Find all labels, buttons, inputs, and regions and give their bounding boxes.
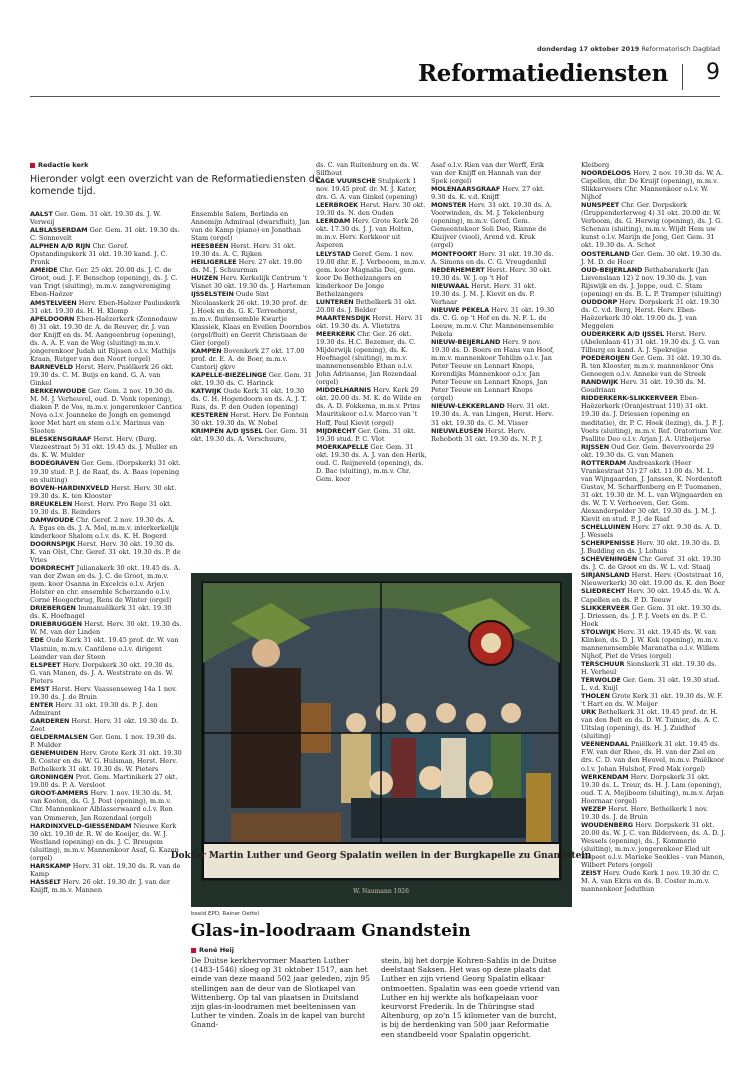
service-listing [30, 701, 182, 717]
window-caption-line: Doktor Martin Luther und Georg Spalatin weilen in der Burgkapelle zu Gnandstein [170, 851, 592, 861]
service-details: ds. C. van Ruitenburg en ds. W. Silfhout [316, 161, 420, 178]
service-details: Herst. Herv. (Ooststraat 16, Nieuwerkerk) 30 okt. 19.00 ds. K. den Boer [581, 571, 725, 588]
place-name: NIEUWE PEKELA [431, 305, 490, 314]
service-details: Asaf o.l.v. Rien van der Werff, Erik van der Knijff en Hannah van der Spek (orgel) [431, 161, 544, 186]
service-listing [30, 733, 182, 749]
place-name: MIDDELHARNIS [316, 386, 372, 395]
service-listing [431, 185, 555, 201]
service-listing [431, 282, 555, 306]
service-listing [431, 402, 555, 426]
service-listing [316, 314, 428, 330]
service-details: Herv. 2 nov. 19.30 ds. W. A. Capellen, dhr. De Kruijf (opening), m.m.v. Slikkerveers Chr. Mannenkoor o.l.v. W. Nijhof [581, 169, 723, 202]
service-details: Andreaskerk (Heer Vrankestraat 51) 27 okt. 11.00 ds. M. L. van Wijngaarden, J. Janssen, K. Nordentoft Gustav, M. Scharffenberg en P. Tuomanen, 31 okt. 19.30 dr. M. L. van Wijngaarden en ds. W. T. V. Verhoeven, Ger. Gem. Alexanderpolder 30 okt. 19.30 ds. J. M. J. Kievit en stud. P. J. de Raaf [581, 458, 723, 524]
place-name: OOSTERLAND [581, 249, 630, 258]
service-listing [30, 749, 182, 773]
service-listing [30, 878, 182, 894]
service-details: Herv. 31 okt. 19.30 ds. P. J. den Admirant [30, 700, 158, 717]
service-listing [316, 177, 428, 201]
service-details: Ger. Gem. 31 okt. 19.30 stud. L. v.d. Kuijl [581, 676, 720, 693]
service-details: Oude Kerk 31 okt. 19.45 prof. dr. W. van Vlastuin, m.m.v. Cantilene o.l.v. dirigent Leander van der Steen [30, 636, 179, 661]
service-details: Herv. Dorpskerk 31 okt. 19.30 ds. L. Treur, ds. H. J. Lam (opening), oud. T. A. Mejiboom (sluiting), m.m.v. Arjan Hoornaar (orgel) [581, 772, 724, 805]
service-details: Herv. 9 nov. 19.30 ds. D. Boers en Hans van Hoof, m.m.v. mannenkoor Tehilim o.l.v. Jan Peter Teeuw en Lennart Knops, Korendijks Mannenkoor o.l.v. Jan Peter Teeuw en Lennart Knops, Jan Peter Teeuw en Lennart Knops (orgel) [431, 338, 555, 403]
service-listing [191, 258, 312, 274]
service-details: Herv. 27 okt. 9.30 ds. A. D. J. Wessels [581, 523, 722, 540]
article-column-1: De Duitse kerkhervormer Maarten Luther (1483-1546) sloeg op 31 oktober 1517, aan het einde van deze maand 502 jaar geleden, zijn 95 stellingen aan de deur van de Slotkapel van Wittenberg. Op tal van plaatsen in Duitsland zijn glas-in-loodramen met beeltenissen van Luther te vinden. Zoals in de kapel van burcht Gnand- [191, 956, 370, 1030]
service-listing [30, 636, 182, 660]
service-listing [581, 773, 726, 805]
place-name: GARDEREN [30, 716, 70, 725]
place-name: HEILIGERLEE [191, 258, 237, 267]
service-listing [581, 869, 726, 893]
service-listing [581, 298, 726, 330]
place-name: BODEGRAVEN [30, 459, 80, 468]
place-name: DAMWOUDE [30, 515, 74, 524]
place-name: SCHERPENISSE [581, 539, 635, 548]
service-details: Herv. 31 okt. 19.45 ds. W. van Klinken, ds. D. J. W. Kok (opening), m.m.v. mannenensemble Maranatha o.l.v. Willem Nijhof, Piet de Vries (orgel) [581, 627, 720, 660]
service-details: Oud Ger. Gem. Bevervoorde 29 okt. 19.30 ds. G. van Manen [581, 442, 715, 459]
service-listing [30, 822, 182, 862]
service-details: Herst. Herv. 30 okt. 19.30 ds. W. J. op 't Hof [431, 265, 552, 282]
service-listing [581, 628, 726, 660]
service-listing [581, 378, 726, 394]
service-details: Herst. Herv. 31 okt. 19.30 ds. A. Vlietstra [316, 313, 424, 330]
place-name: LUNTEREN [316, 297, 354, 306]
service-listing [30, 299, 182, 315]
service-details: Herst. Herv. Vaassenseweg 14a 1 nov. 19.30 ds. J. de Bruin [30, 684, 177, 701]
place-name: APELDOORN [30, 314, 75, 323]
service-details: Herv. Kerk 29 okt. 20.00 ds. M. K. de Wilde en ds. A. D. Fokkema, m.m.v. Prins Mauritskoor o.l.v. Marco van 't Hoff, Paul Kievit (orgel) [316, 386, 422, 427]
place-name: GRONINGEN [30, 773, 74, 782]
service-details: Herst. Herv. 30 okt. 19.30 ds. W. M. van der Linden [30, 620, 182, 637]
service-details: Ger. Gem. 31 okt. 19.30 ds. J. W. Verweij [30, 210, 161, 227]
service-details: Herv. 31 okt. 19.30 ds. M. Goudriaan [581, 378, 706, 395]
service-details: Ger. Gem. (Dorpskerk) 31 okt. 19.30 stud. P. J. de Raaf, ds. A. Baas (opening en sluiting) [30, 459, 181, 484]
place-name: HARDINXVELD-GIESSENDAM [30, 821, 132, 830]
place-name: IJSSELSTEIN [191, 290, 234, 299]
service-details: Herst. Herv. Pro Rege 31 okt. 19.30 ds. B. Reinders [30, 499, 172, 516]
place-name: BLESKENSGRAAF [30, 435, 92, 444]
place-name: NOORDELOOS [581, 169, 631, 178]
service-details: Bethelkerk 31 okt. 19.45 prof. dr. H. van den Belt en ds. D. W. Tuinier, ds. A. C. Uitslag (opening), ds. H. J. Zuidhof (sluiting) [581, 708, 720, 741]
place-name: KAPELLE-BIEZELINGE [191, 370, 267, 379]
place-name: SCHELLUINEN [581, 523, 631, 532]
place-name: ALBLASSERDAM [30, 226, 88, 235]
place-name: ROTTERDAM [581, 458, 626, 467]
place-name: NUNSPEET [581, 201, 620, 210]
service-details: Chr. Ger. 25 okt. 20.00 ds. J. C. de Groot, oud. J. F. Benschop (opening), ds. J. C. van Trigt (sluiting), m.m.v. zangvereniging Eben-Haëzer [30, 266, 178, 299]
service-details: Chr. Ger. 26 okt. 19.30 ds. H.C. Bezemer, ds. C. Mijderwijk (opening), ds. K. Hoefnagel (sluiting), m.m.v. mannenensemble Ethan o.l.v. John Adrisanse, Jan Rozendaal (orgel) [316, 329, 417, 387]
service-listing [581, 539, 726, 555]
service-listing [581, 587, 726, 603]
publication-name: Reformatorisch Dagblad [641, 45, 720, 53]
service-listing [30, 564, 182, 604]
service-listing [431, 266, 555, 282]
service-details: Chr. Geref. Opstandingskerk 31 okt. 19.30 kand. J. C. Pronk [30, 242, 168, 267]
place-name: RIDDERKERK-SLIKKERVEER [581, 394, 678, 403]
place-name: MEERKERK [316, 329, 356, 338]
service-details: Ger. Gem. 31 okt. 19.30 stud. P. C. Vlot [316, 426, 416, 443]
service-listing [581, 523, 726, 539]
place-name: NEDERHEMERT [431, 265, 485, 274]
kicker-marker-icon [30, 163, 35, 168]
place-name: POEDEROIJEN [581, 354, 630, 363]
service-details: Herv. 27 okt. 9.30 ds. K. v.d. Knijff [431, 185, 545, 202]
service-listing [30, 242, 182, 266]
place-name: ELSPEET [30, 660, 61, 669]
window-signature: W. Naumann 1926 [353, 888, 409, 895]
service-details: Herv. 1 nov. 19.30 ds. M. van Kooten, ds. G. J. Post (opening), m.m.v. Chr. Mannenkoor Alblasserwaard o.l.v. Ron van Ommeren, Jan Rozendaal (orgel) [30, 789, 173, 822]
place-name: KAMPEN [191, 346, 222, 355]
service-listing [30, 620, 182, 636]
place-name: TERWOLDE [581, 676, 621, 684]
service-listing [30, 500, 182, 516]
service-listing [581, 708, 726, 740]
intro-text: Hieronder volgt een overzicht van de Reformatiediensten de komende tijd. [30, 174, 321, 197]
byline-name: René Heij [199, 946, 235, 954]
page-date: donderdag 17 oktober 2019 [536, 45, 640, 53]
service-details: Ger. Gem. 31 okt. 19.30 ds. A. J. van den Herik, oud. C. Reijneveld (opening), ds. D. Bac (sluiting), m.m.v. Chr. Gem. koor [316, 442, 427, 483]
place-name: TERSCHUUR [581, 659, 625, 668]
place-name: ALPHEN A/D RIJN [30, 242, 91, 251]
place-name: HASSELT [30, 877, 61, 886]
place-name: NIEUW-BEIJERLAND [431, 338, 501, 347]
listing-column-2 [191, 210, 312, 466]
place-name: BREUKELEN [30, 499, 73, 508]
title-divider [682, 64, 683, 90]
place-name: KATWIJK [191, 387, 222, 396]
service-details: Herst. Herv. 30 okt. 19.30 ds. K. ten Klooster [30, 483, 177, 500]
service-listing [316, 250, 428, 298]
service-details: Herv. 30 okt. 19.30 ds. D. J. Budding en ds. J. Lohuis [581, 539, 721, 556]
place-name: HARSKAMP [30, 861, 71, 870]
service-listing [581, 266, 726, 298]
service-details: Herv. 26 okt. 19.30 dr. J. van der Knijff, m.m.v. Mannen [30, 877, 170, 894]
service-listing [191, 347, 312, 371]
service-listing [191, 210, 312, 242]
service-listing [30, 661, 182, 685]
place-name: BERKENWOUDE [30, 387, 87, 396]
service-listing [191, 242, 312, 258]
place-name: STOLWIJK [581, 627, 616, 636]
service-details: Herv. Oude Kerk 1 nov. 19.30 dr. C. M. A. van Ekris en ds. B. Coster m.m.v. mannenkoor Jeduthun [581, 869, 720, 894]
place-name: RANDWIJK [581, 378, 619, 387]
service-listing [191, 290, 312, 346]
service-details: Ger. Gem. 31 okt. 19.30 ds. J. Driessen, ds. J. P. J. Voets en ds. P. C. Hoek [581, 603, 722, 628]
service-listing [191, 411, 312, 427]
service-listing [581, 169, 726, 201]
service-details: Chr. Geref. 31 okt. 19.30 ds. J. C. de Groot en ds. W. L. v.d. Staaij [581, 555, 721, 572]
place-name: SLIEDRECHT [581, 587, 626, 596]
service-details: Herv. Dorpskerk 31 okt. 19.30 ds. C. v.d. Berg, Herst. Herv. Eben-Haëzerkerk 30 okt. 19.00 ds. J. van Meggelen [581, 297, 720, 330]
place-name: DORDRECHT [30, 564, 75, 573]
service-listing [191, 371, 312, 387]
service-listing [581, 201, 726, 249]
place-name: KRIMPEN A/D IJSSEL [191, 427, 263, 436]
service-listing [581, 459, 726, 523]
service-listing [431, 306, 555, 338]
place-name: KESTEREN [191, 411, 229, 420]
listing-column-1 [30, 210, 182, 1048]
service-details: Herv. 31 okt. 19.30 ds. A. Voorwinden, ds. M. J. Tekelenburg (opening), m.m.v. Geref. Gem. Gemeentekoor Soli Deo, Rianne de Kluijver (viool), Arend v.d. Kruk (orgel) [431, 201, 553, 250]
service-listing [316, 298, 428, 314]
service-listing [30, 266, 182, 298]
header-rule [30, 96, 720, 97]
place-name: MONTFOORT [431, 249, 477, 258]
service-listing [30, 717, 182, 733]
service-listing [30, 210, 182, 226]
place-name: WERKENDAM [581, 772, 629, 781]
listing-column-4 [431, 161, 555, 461]
service-listing [581, 692, 726, 708]
service-details: Stulpkerk 1 nov. 19.45 prof. dr. M. J. Kater, drs. G. A. van Ginkel (opening) [316, 177, 418, 202]
service-listing [581, 604, 726, 628]
service-details: Bethabarakerk (Jan Lievenslaan 12) 2 nov. 19.30 ds. J. van Rijswijk en ds. J. Joppe, oud. C. Stam (opening) en ds. B. L. P. Tramper (sluiting) [581, 265, 722, 298]
service-listing [581, 571, 726, 587]
service-details: Herv. 31 okt. 19.30 ds. A. van Lingen, Herst. Herv. 31 okt. 19.30 ds. C. M. Visser [431, 402, 554, 427]
service-listing [581, 330, 726, 354]
service-details: Ger. Gem. 31 okt. 19.30 ds. C. Harinck [191, 370, 312, 387]
service-details: Julianakerk 30 okt. 19.45 ds. A. van der Zwan en ds. J. C. de Groot, m.m.v. gem. koor Osanna in Excelcis o.l.v. Arjen Holster en chr. ensemble Scherzando o.l.v. Corné Hoogerbrug, Rens de Winter (orgel) [30, 564, 181, 605]
place-name: DOORNSPIJK [30, 539, 76, 548]
place-name: EMST [30, 684, 50, 693]
service-listing [316, 330, 428, 386]
place-name: RIJSSEN [581, 442, 610, 451]
photo-credit: beeld EPD, Rainer Oettel [191, 911, 259, 917]
page-meta [537, 45, 720, 53]
service-details: Bovenkerk 27 okt. 17.00 prof. dr. E. A. de Boer, m.m.v. Cantorij gkvv [191, 346, 305, 371]
page-number: 9 [706, 60, 720, 85]
place-name: OUDERKERK A/D IJSSEL [581, 329, 664, 338]
place-name: VEENENDAAL [581, 740, 629, 749]
service-listing [316, 427, 428, 443]
service-details: Herst. Herv. 30 okt. 19.30 ds. N. den Ouden [316, 201, 426, 218]
service-details: Chr. Ger. Dorpskerk (Gruppenderlerweg 4) 31 okt. 20.00 dr. W. Verboom, ds. G. Herwig (opening), ds. J. G. Schenau (sluiting), m.m.v. Wijdt Hem uw kunst o.l.v. Marijn de Jong, Ger. Gem. 31 okt. 19.30 ds. A. Schot [581, 201, 723, 250]
place-name: ZEIST [581, 869, 602, 878]
place-name: LEERDAM [316, 217, 351, 226]
service-listing [581, 250, 726, 266]
service-listing [30, 459, 182, 483]
place-name: MOLENAARSGRAAF [431, 185, 501, 194]
byline-marker-icon [191, 948, 196, 953]
place-name: LEERBROEK [316, 201, 359, 210]
service-listing [30, 516, 182, 540]
listing-column-3 [316, 161, 428, 483]
service-listing [30, 484, 182, 500]
service-details: Pniëlkerk 31 okt. 19.45 ds. F.W. van der Rhee, ds. H. van der Ziel en drs. C. D. van den Heuvel, m.m.v. Pniëlkoor o.l.v. Johan Hulshof, Fred Mak (orgel) [581, 740, 725, 773]
service-listing [581, 394, 726, 442]
place-name: MAARTENSDIJK [316, 313, 371, 322]
service-details: Herv. Dorpskerk 30 okt. 19.30 ds. G. van Manen, ds. J. A. Weststrate en ds. W. Pieters [30, 660, 175, 685]
service-details: Kleiberg [581, 161, 610, 169]
service-listing [316, 443, 428, 483]
section-title: Reformatiediensten [417, 60, 668, 87]
service-listing [191, 427, 312, 443]
service-listing [581, 354, 726, 378]
service-details: Ensemble Salem, Berlinda en Annemijn Admiraal (dwarsfluit), Jan van de Kamp (piano) en Jonathan Stam (orgel) [191, 210, 310, 243]
service-details: Herst. Herv. (Abelenlaan 41) 31 okt. 19.30 ds. J. G. van Tilburg en kand. A. J. Spekreijse [581, 329, 720, 355]
service-listing [191, 274, 312, 290]
service-details: Geref. Gem. 1 nov. 19.00 dhr. E. J. Verbooom, m.m.v. gem. koor Magnalia Dei, gem. koor De Bethelzangers en kinderkoor De Jonge Bethelzangers [316, 249, 426, 298]
place-name: NIEUWAAL [431, 281, 469, 290]
service-listing [30, 862, 182, 878]
service-listing [431, 161, 555, 185]
place-name: SIRJANSLAND [581, 571, 630, 580]
place-name: HEESBEEN [191, 242, 229, 251]
service-listing [581, 805, 726, 821]
place-name: NIEUW-LEKKERLAND [431, 402, 505, 411]
service-details: Prot. Gem. Martinikerk 27 okt. 19.00 ds. P. A. Versloot [30, 773, 178, 790]
place-name: WEZEP [581, 804, 607, 813]
service-listing [30, 387, 182, 435]
service-details: Herv. 31 okt. 19.30 ds. A. Simons en ds. C. G. Vreugdenhil [431, 249, 554, 266]
service-details: Ger. Gem. 1 nov. 19.30 ds. P. Mulder [30, 733, 177, 750]
place-name: GENEMUIDEN [30, 749, 79, 758]
article-headline: Glas-in-loodraam Gnandstein [191, 921, 471, 941]
service-details: Herv. Grote Kerk 31 okt. 19.30 B. Coster en ds. W. G. Hulsman, Herst. Herv. Bethelkerk 31 okt. 19.30 ds. W. Pieters [30, 749, 182, 774]
service-details: Herst. Herv. 31 okt. 19.30 ds. J. M. J. Kievit en ds. P. Verhaar [431, 281, 537, 306]
service-details: Herv. 31 okt. 19.30 ds. C. G. op 't Hof en ds. N. F. L. de Leeuw, m.m.v. Chr. Mannenensemble Pekela [431, 305, 555, 338]
service-listing [30, 363, 182, 387]
service-details: Herst. Herv. Bethelkerk 1 nov. 19.30 ds. J. de Bruin [581, 804, 708, 821]
service-listing [316, 161, 428, 177]
service-listing [431, 338, 555, 402]
place-name: GELDERMALSEN [30, 733, 88, 742]
service-listing [581, 555, 726, 571]
place-name: EDE [30, 636, 44, 645]
service-details: Herst. Herv. 31 okt. 19.30 ds. D. Zoet [30, 716, 179, 733]
service-details: Oude Sint Nicolaaskerk 26 okt. 19.30 prof. dr. J. Hoek en ds. G. K. Terreehorst, m.m.v. fluitensemble Kwartje Klassiek, Klaas en Evelien Doornbos (orgel/fluit) en Gerrit Christiaan de Gier (orgel) [191, 290, 311, 347]
place-name: OUD-BEIJERLAND [581, 265, 643, 274]
service-details: Bethelkerk 31 okt. 20.00 ds. J. Belder [316, 297, 417, 314]
service-listing [316, 201, 428, 217]
place-name: BOVEN-HARDINXVELD [30, 483, 109, 492]
place-name: WOUDENBERG [581, 820, 633, 829]
page-header [0, 58, 738, 92]
place-name: DRIEBRUGGEN [30, 620, 82, 629]
service-listing [30, 604, 182, 620]
service-listing [316, 386, 428, 426]
service-listing [431, 427, 555, 443]
service-details: Herv. Grote Kerk 26 okt. 17.30 ds. J. J. van Holten, m.m.v. Herv. Kerkkoor uit Asperen [316, 217, 419, 250]
service-details: Sionskerk 31 okt. 19.30 ds. H. Verheul [581, 659, 717, 676]
service-listing [30, 773, 182, 789]
service-details: Herst. Herv. Rehoboth 31 okt. 19.30 ds. N. P. J. [431, 426, 543, 443]
place-name: LAGE VUURSCHE [316, 177, 376, 186]
service-listing [30, 226, 182, 242]
service-details: Herst. Herv. Pniëlkerk 26 okt. 19.30 ds. C. M. Buijs en kand. G. A. van Ginkel [30, 362, 174, 387]
service-details: Herst. Herv. 31 okt. 19.30 ds. A. C. Rijken [191, 242, 296, 259]
place-name: AMSTELVEEN [30, 298, 77, 307]
service-listing [30, 315, 182, 363]
place-name: SLIKKERVEER [581, 603, 630, 612]
place-name: BARNEVELD [30, 362, 73, 371]
service-details: Grote Kerk 31 okt. 19.30 ds. W. F. 't Hart en ds. W. Meijer [581, 692, 723, 709]
service-listing [30, 685, 182, 701]
place-name: DRIEBERGEN [30, 604, 76, 613]
service-details: Eben-Haëzerkerk (Zonnedauw 8) 31 okt. 19.30 dr. A. de Reuver, dr. J. van der Knijff en ds. M. Aangeenbrug (opening), ds. A. A. F. van de Weg (sluiting) m.m.v. jongerenkoor Judah uit Rijssen o.l.v. Mathijs Kraan, Rutger van den Noort (orgel) [30, 314, 178, 363]
service-details: Nieuwe Kerk 30 okt. 19.30 dr. R. W. de Koeijer, ds. W. J. Westland (opening) en ds. J. C. Breugem (sluiting), m.m.v. Mannenkoor Asaf, G. Kazen (orgel) [30, 821, 179, 862]
place-name: MIJDRECHT [316, 426, 356, 435]
service-listing [30, 540, 182, 564]
service-details: Herv. Eben-Haëzer Pauluskerk 31 okt. 19.30 ds. H. H. Klomp [30, 298, 180, 315]
service-listing [191, 387, 312, 411]
service-listing [581, 740, 726, 772]
service-details: Chr. Geref. 2 nov. 19.30 ds. A. A. Egas en ds. J. A. Mol, m.m.v. interkerkelijk kinderkoor Shalom o.l.v. ds. K. H. Bogerd [30, 515, 179, 540]
service-listing [581, 660, 726, 676]
place-name: MONSTER [431, 201, 467, 210]
place-name: GROOT-AMMERS [30, 789, 89, 798]
service-details: Herst. Herv. (Burg. Viezeestraat 5) 31 okt. 19.45 ds. J. Muller en ds. K. W. Mulder [30, 435, 178, 460]
service-listing [316, 217, 428, 249]
place-name: HUIZEN [191, 274, 219, 283]
service-details: Ger. Gem. 2 nov. 19.30 ds. M. M. J. Verheuvel, oud. D. Vonk (opening), diaken P. de Vos, m.m.v. jongerenkoor Cantica Nova o.l.v. Joanneke de Jongh en gemengd koor Met hart en stem o.l.v. Marinus van Slooten [30, 387, 182, 436]
section-kicker [30, 161, 88, 169]
service-details: Herst. Herv. De Fontein 30 okt. 19.30 ds. W. Nobel [191, 411, 309, 428]
listing-column-5 [581, 161, 726, 1061]
place-name: OUDDORP [581, 297, 618, 306]
service-details: Herv. 27 okt. 19.00 ds. M. J. Schuurman [191, 258, 302, 275]
place-name: URK [581, 708, 597, 717]
place-name: MOERKAPELLE [316, 442, 369, 451]
service-details: Ger. Gem. 31 okt. 19.30 ds. R. ten Klooster, m.m.v. mannenkoor Ons Genoegen o.l.v. Anneke van de Streek [581, 354, 722, 379]
place-name: NIEUWLEUSEN [431, 426, 484, 435]
service-details: Herst. Herv. 30 okt. 19.30 ds. K. van Olst, Chr. Geref. 31 okt. 19.30 ds. P. de Vries [30, 539, 181, 565]
place-name: ENTER [30, 700, 54, 709]
service-listing [581, 443, 726, 459]
service-details: Ger. Gem. 31 okt. 19.30 ds. C. Sonnevelt [30, 226, 180, 243]
service-details: Herv. Kerkelijk Centrum 't Visnet 30 okt. 19.30 ds. J. Harteman [191, 274, 311, 291]
service-details: Eben-Haëzerkerk (Oranjestraat 110) 31 okt. 19.30 ds. J. Driessen (opening en meditatie), dr. P. C. Hoek (lezing), ds. J. P. J. Voets (sluiting), m.m.v. Ref. Oratorium Ver. Psallite Deo o.l.v. Arjan J. A. Uitbeijerse [581, 394, 724, 443]
service-details: Herv. 31 okt. 19.30 ds. R. van de Kamp [30, 861, 181, 878]
article-byline [191, 946, 234, 954]
service-details: Oude Kerk 31 okt. 19.30 ds. C. H. Hogendoorn en ds. A. J. T. Ruis, ds. P. den Ouden (opening) [191, 387, 307, 412]
place-name: THOLEN [581, 692, 610, 701]
place-name: LELYSTAD [316, 249, 351, 258]
service-details: Herv. Dorpskerk 31 okt. 20.00 ds. W. J. C. van Bilderveen, ds. A. D. J. Wessels (opening), ds. J. Kommerie (sluiting), m.m.v. jongerenkoor Eled uit Elspeet o.l.v. Marieke Seekles - van Manen, Wilbert Peters (orgel) [581, 820, 726, 870]
place-name: SCHEVENINGEN [581, 555, 638, 564]
service-details: Ger. Gem. 30 okt. 19.30 ds. J. M. D. de Heer [581, 249, 722, 266]
service-listing [431, 201, 555, 249]
kicker-label: Redactie kerk [38, 161, 89, 169]
service-listing [581, 821, 726, 869]
service-listing [30, 435, 182, 459]
service-listing [581, 161, 726, 169]
service-listing [581, 676, 726, 692]
service-details: Herv. 30 okt. 19.45 ds. W. A. Capellen en ds. P. D. Teeuw [581, 587, 721, 604]
service-listing [30, 789, 182, 821]
service-details: Ger. Gem. 31 okt. 19.30 ds. A. Verschuure, [191, 427, 308, 444]
service-listing [431, 250, 555, 266]
place-name: AMEIDE [30, 266, 58, 275]
service-details: Immanuëlkerk 31 okt. 19.30 ds. K. Hoefnagel [30, 604, 172, 621]
place-name: AALST [30, 210, 53, 218]
article-column-2: stein, bij het dorpje Kohren-Sahlis in de Duitse deelstaat Saksen. Het was op deze plaats dat Luther en zijn vriend Georg Spalatin elkaar ontmoetten. Spalatin was een goede vriend van Luther en hij werkte als hofkapelaan voor keurvorst Frederik. In de Thüringse stad Altenburg, op zo'n 15 kilometer van de burcht, is bij de herdenking van 500 jaar Reformatie een standbeeld voor Spalatin opgericht. [381, 956, 560, 1039]
